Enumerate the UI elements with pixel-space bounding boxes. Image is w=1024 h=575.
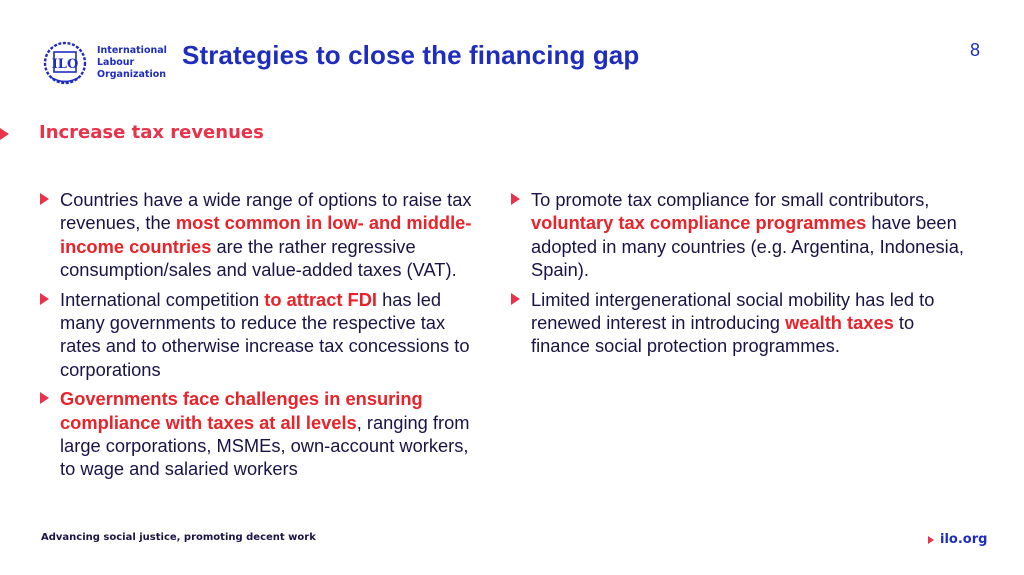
section-title: Increase tax revenues [39,122,264,143]
bullet-text: Countries have a wide range of options to raise tax revenues, the [60,189,472,234]
ilo-logo [40,40,167,86]
slide-title: Strategies to close the financing gap [182,40,640,70]
footer-url[interactable]: ilo.org [940,532,988,547]
triangle-bullet-icon [511,193,520,205]
bullet-text: , ranging from large corporations, MSMEs, own-account workers, to wage and salaried workers [60,411,470,480]
logo-line: International [97,45,167,56]
section-marker-icon [0,128,9,140]
highlighted-text: wealth taxes [785,312,894,334]
triangle-bullet-icon [40,392,49,404]
logo-line: Labour [97,57,135,68]
highlighted-text: voluntary tax compliance programmes [531,212,867,234]
bullet-item [38,387,478,481]
highlighted-text: to attract FDI [264,288,378,310]
right-column [509,188,969,364]
arrow-right-icon [928,536,934,544]
bullet-text: have been adopted in many countries (e.g. Argentina, Indonesia, Spain). [531,212,964,281]
logo-letters: ILO [51,57,79,72]
bullet-text: To promote tax compliance for small contributors, [531,189,930,210]
triangle-bullet-icon [40,193,49,205]
bullet-text: to finance social protection programmes. [531,312,915,357]
bullet-item [509,188,969,282]
bullet-item [38,288,478,382]
highlighted-text: most common in low- and middle-income countries [60,212,472,257]
triangle-bullet-icon [511,293,520,305]
bullet-text: Limited intergenerational social mobility has led to renewed interest in introducing [531,288,935,334]
ilo-emblem-icon [40,40,90,86]
bullet-text: has led many governments to reduce the respective tax rates and to otherwise increase tax concessions to corporations [60,288,470,380]
bullet-item [38,188,478,282]
footer-tagline: Advancing social justice, promoting decent work [41,532,316,543]
page-number: 8 [970,40,981,60]
highlighted-text: Governments face challenges in ensuring compliance with taxes at all levels [60,388,423,433]
footer-link[interactable] [928,532,987,547]
bullet-text: International competition [60,288,265,310]
bullet-item [509,288,969,358]
logo-line: Organization [97,69,167,80]
logo-wordmark [97,45,167,81]
left-column [38,188,478,487]
triangle-bullet-icon [40,293,49,305]
bullet-text: are the rather regressive consumption/sales and value-added taxes (VAT). [60,235,457,281]
